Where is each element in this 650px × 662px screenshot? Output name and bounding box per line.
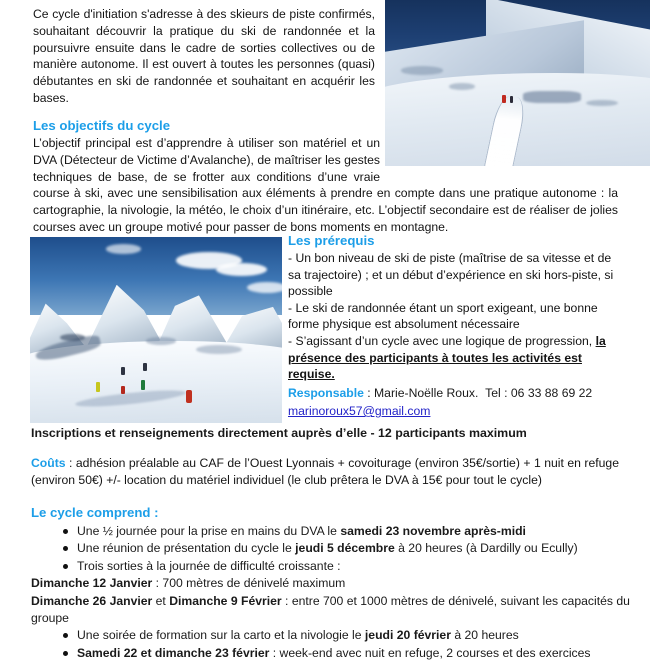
bullet2-prefix: Une réunion de présentation du cycle le	[77, 541, 296, 556]
list-item	[31, 558, 631, 575]
cycle-heading: Le cycle comprend :	[31, 505, 159, 520]
responsable-email-link[interactable]: marinoroux57@gmail.com	[288, 404, 431, 418]
prerequisites-section	[288, 232, 618, 383]
bullet1-prefix: Une ½ journée pour la prise en mains du DVA le	[77, 524, 341, 538]
responsable-phone-label: Tel :	[485, 386, 511, 400]
outing2-text: : entre 700 et 1000 mètres de dénivelé, suivant les capacités du groupe	[31, 593, 630, 626]
bullet-dot-icon	[63, 633, 68, 638]
outing1-date: Dimanche 12 Janvier	[31, 576, 153, 591]
bullet-dot-icon	[63, 651, 68, 656]
prerequisite-item-3-prefix: - S’agissant d’un cycle avec une logique de progression,	[288, 333, 596, 348]
prerequisite-item-3	[288, 333, 618, 383]
cycle-program-section	[31, 504, 631, 662]
objectives-section	[33, 117, 618, 236]
inscriptions-line: Inscriptions et renseignements directement auprès d’elle - 12 participants maximum	[31, 426, 527, 440]
prerequisite-item-3-emphasis: la présence des participants à toutes les activités est requise.	[288, 333, 606, 382]
photo-rock-shadow	[196, 345, 241, 354]
photo-skier-dark	[510, 96, 513, 103]
bullet4-bold: jeudi 20 février	[364, 628, 451, 643]
responsable-name: Marie-Noëlle Roux.	[374, 386, 479, 400]
costs-paragraph	[31, 455, 619, 489]
photo-rock-outcrop	[523, 91, 581, 103]
list-item	[31, 627, 631, 644]
bullet4-prefix: Une soirée de formation sur la carto et la nivologie le	[77, 628, 365, 643]
photo-cloud	[106, 244, 141, 253]
costs-label: Coûts	[31, 456, 66, 470]
photo-rock-shadow	[401, 66, 443, 74]
prerequisite-item-1: - Un bon niveau de ski de piste (maîtrise de sa vitesse et de sa trajectoire) ; et un début d’expérience en ski hors-piste, si possible	[288, 251, 614, 299]
bullet-dot-icon	[63, 529, 68, 534]
responsable-block	[288, 385, 628, 420]
photo-ski-tourers-mountain-panorama	[30, 237, 282, 423]
photo-skier-yellow	[96, 382, 100, 392]
outing2-mid: et	[152, 593, 170, 608]
cycle-bullet-list-2	[31, 627, 631, 662]
prerequisites-heading: Les prérequis	[288, 233, 375, 248]
responsable-label: Responsable	[288, 386, 364, 400]
costs-text: : adhésion préalable au CAF de l’Ouest Lyonnais + covoiturage (environ 35€/sortie) + 1 nuit en refuge (environ 50€) +/- location du matériel individuel (le club prêtera le DVA à 15€ pour tout le cycle)	[31, 456, 619, 487]
intro-paragraph: Ce cycle d'initiation s'adresse à des skieurs de piste confirmés, souhaitant découvrir la pratique du ski de randonnée et la poursuivre ensuite dans le cadre de sorties collectives ou de manière autonome. Il est ouvert à toutes les personnes (quasi) débutantes en ski de randonnée et souhaitant en acquérir les bases.	[33, 7, 375, 105]
outing-line-2	[31, 593, 631, 628]
photo-skier-foreground-red	[186, 390, 192, 403]
photo-skier-dark	[121, 367, 125, 375]
photo-skier-dark	[143, 363, 147, 371]
bullet-dot-icon	[63, 546, 68, 551]
outing-line-1	[31, 575, 631, 592]
bullet2-suffix: à 20 heures (à Dardilly ou Ecully)	[394, 541, 578, 556]
photo-rock-shadow	[449, 83, 476, 90]
objectives-heading: Les objectifs du cycle	[33, 118, 171, 133]
photo-cloud	[216, 263, 266, 276]
bullet2-bold: jeudi 5 décembre	[295, 541, 395, 556]
photo-skier-red	[121, 386, 125, 394]
prerequisite-item-2: - Le ski de randonnée étant un sport exigeant, une bonne forme physique est absolument nécessaire	[288, 300, 598, 332]
photo-rock-shadow	[146, 337, 176, 344]
bullet5-bold: Samedi 22 et dimanche 23 février	[77, 645, 270, 660]
bullet5-text: : week-end avec nuit en refuge, 2 courses et des exercices	[269, 645, 591, 660]
photo-skier-green	[141, 380, 145, 390]
bullet-dot-icon	[63, 564, 68, 569]
bullet4-suffix: à 20 heures	[450, 628, 519, 643]
cycle-bullet-list	[31, 523, 631, 575]
objectives-paragraph: L’objectif principal est d’apprendre à utiliser son matériel et un DVA (Détecteur de Victime d’Avalanche), de maîtriser les gestes techniques de base, de se frotter aux conditions d’une vraie course à ski, avec une sensibilisation aux éléments à prendre en compte dans une pratique autonome : la cartographie, la nivologie, la météo, le choix d’un itinéraire, etc. L’objectif secondaire est de réaliser de jolies courses avec un groupe motivé pour passer de bons moments en montagne.	[33, 136, 618, 234]
list-item	[31, 540, 631, 557]
outing2-date-b: Dimanche 9 Février	[169, 593, 282, 608]
bullet1-bold: samedi 23 novembre après-midi	[340, 524, 526, 538]
bullet3-text: Trois sorties à la journée de difficulté croissante :	[77, 558, 341, 573]
responsable-phone: 06 33 88 69 22	[510, 386, 593, 400]
list-item	[31, 645, 631, 662]
outing1-text: : 700 mètres de dénivelé maximum	[152, 576, 346, 591]
photo-skier-red	[502, 95, 506, 103]
responsable-separator: :	[363, 386, 375, 400]
outing2-date-a: Dimanche 26 Janvier	[31, 593, 153, 608]
list-item	[31, 523, 631, 540]
